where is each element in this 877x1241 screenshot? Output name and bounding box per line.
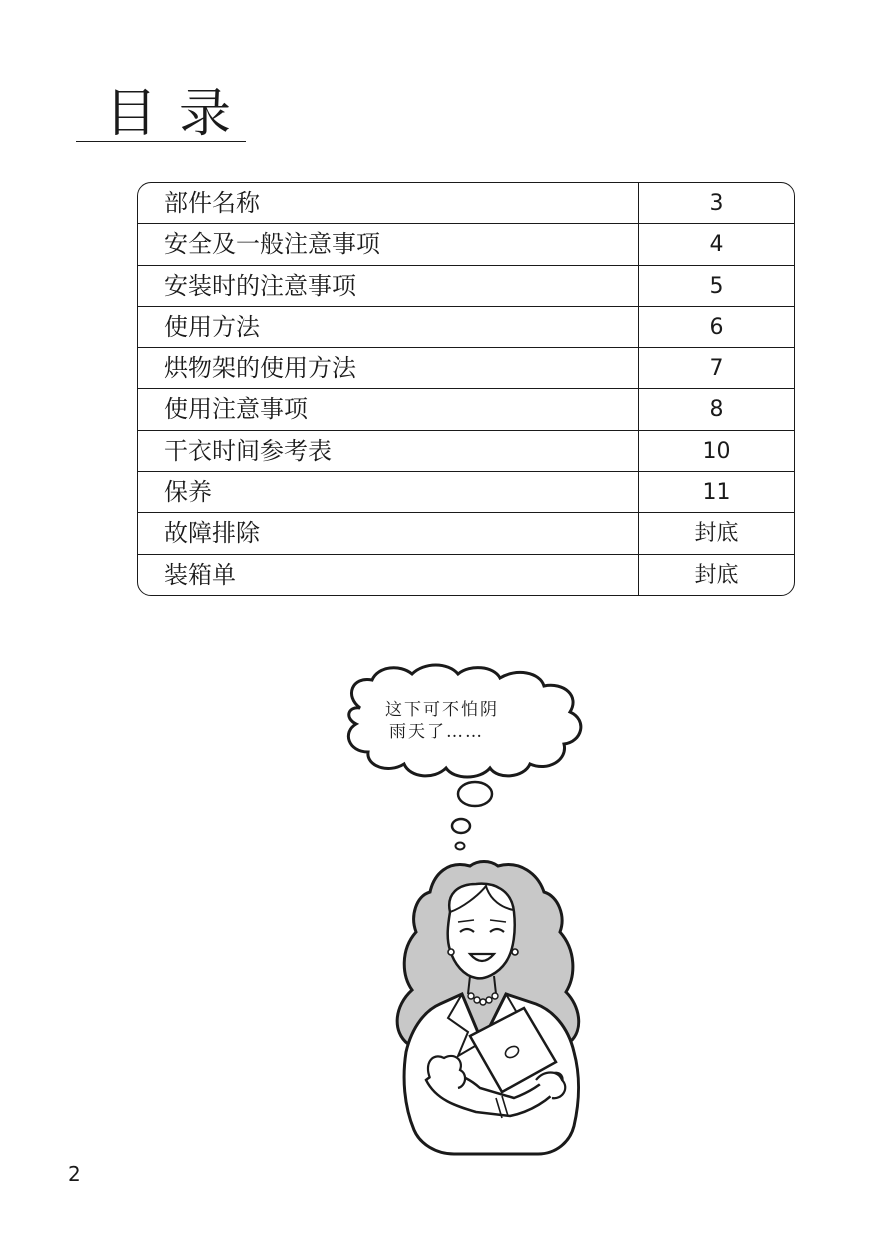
toc-entry-label: 部件名称 (138, 183, 639, 223)
toc-row[interactable] (138, 266, 794, 307)
toc-row[interactable] (138, 431, 794, 472)
toc-entry-label: 安全及一般注意事项 (138, 224, 639, 264)
toc-entry-page: 4 (709, 232, 724, 258)
toc-entry-page: 8 (709, 397, 724, 423)
toc-row[interactable] (138, 348, 794, 389)
toc-row[interactable] (138, 472, 794, 513)
toc-entry-page: 5 (709, 273, 724, 299)
toc-entry-page: 3 (709, 191, 724, 216)
page-title: 目录 (105, 84, 254, 144)
toc-entry-label: 故障排除 (138, 513, 639, 553)
toc-row[interactable] (138, 183, 794, 224)
toc-entry-page: 11 (702, 480, 731, 506)
toc-row[interactable] (138, 389, 794, 430)
toc-entry-page: 6 (709, 314, 724, 340)
face (448, 884, 515, 979)
thought-line-1: 这下可不怕阴 (385, 700, 499, 720)
thought-bubble-large (458, 782, 492, 806)
title-underline (76, 141, 246, 142)
toc-entry-label: 使用方法 (138, 307, 639, 347)
toc-entry-page: 7 (709, 356, 724, 382)
page-number: 2 (68, 1162, 81, 1186)
toc-entry-label: 装箱单 (138, 555, 639, 596)
toc-row[interactable] (138, 307, 794, 348)
thought-text (385, 699, 555, 743)
thought-bubble-medium (452, 819, 470, 833)
toc-entry-page: 封底 (694, 562, 739, 588)
toc-entry-page: 10 (702, 438, 731, 464)
toc-entry-label: 使用注意事项 (138, 389, 639, 429)
toc-entry-label: 烘物架的使用方法 (138, 348, 639, 388)
toc-row[interactable] (138, 224, 794, 265)
toc-entry-label: 保养 (138, 472, 639, 512)
toc-entry-page: 封底 (694, 521, 739, 547)
toc-entry-label: 干衣时间参考表 (138, 431, 639, 471)
thought-line-2: 雨天了…… (389, 722, 484, 742)
toc-row[interactable] (138, 555, 794, 596)
thought-bubble-small (456, 843, 465, 850)
toc-entry-label: 安装时的注意事项 (138, 266, 639, 306)
toc-row[interactable] (138, 513, 794, 554)
table-of-contents (137, 182, 795, 596)
